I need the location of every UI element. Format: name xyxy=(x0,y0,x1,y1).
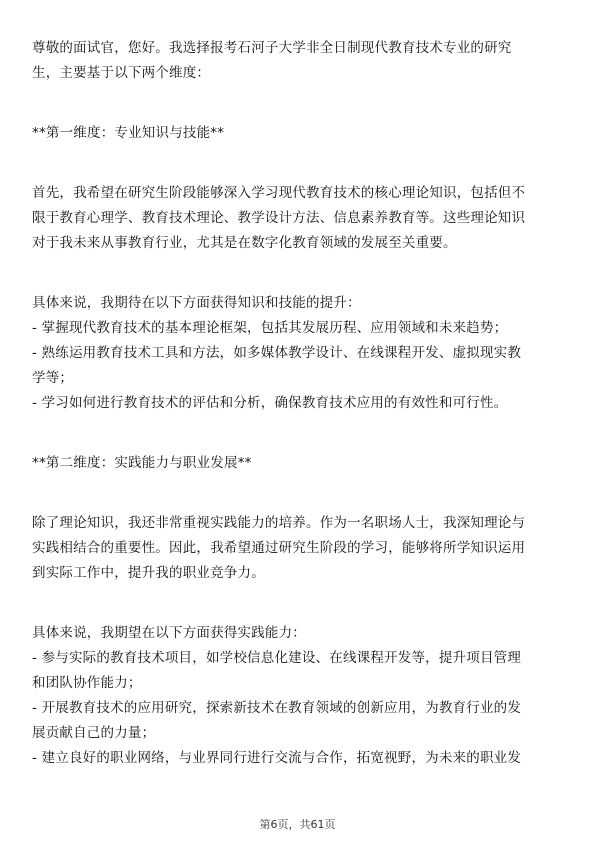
list-item: - 参与实际的教育技术项目，如学校信息化建设、在线课程开发等，提升项目管理 xyxy=(32,650,522,666)
list-item-continuation: 学等； xyxy=(32,370,74,386)
text-line: 对于我未来从事教育行业，尤其是在数字化教育领域的发展至关重要。 xyxy=(32,235,457,251)
list-item-continuation: 展贡献自己的力量； xyxy=(32,725,156,741)
list-item: - 建立良好的职业网络，与业界同行进行交流与合作，拓宽视野，为未来的职业发 xyxy=(32,750,522,766)
page-number-footer: 第6页，共61页 xyxy=(259,818,336,831)
list-item: - 开展教育技术的应用研究，探索新技术在教育领域的创新应用，为教育行业的发 xyxy=(32,700,522,716)
heading-line: **第二维度：实践能力与职业发展** xyxy=(32,455,252,471)
list-item: - 熟练运用教育技术工具和方法，如多媒体教学设计、在线课程开发、虚拟现实教 xyxy=(32,345,522,361)
section-heading-1 xyxy=(32,121,562,146)
section-2-paragraph xyxy=(32,511,562,586)
section-heading-2 xyxy=(32,451,562,476)
intro-paragraph xyxy=(32,36,562,86)
text-line: 具体来说，我期待在以下方面获得知识和技能的提升： xyxy=(32,295,361,311)
heading-line: **第一维度：专业知识与技能** xyxy=(32,125,225,141)
text-line: 具体来说，我期望在以下方面获得实践能力： xyxy=(32,625,306,641)
text-line: 尊敬的面试官，您好。我选择报考石河子大学非全日制现代教育技术专业的研究 xyxy=(32,40,512,56)
list-item: - 掌握现代教育技术的基本理论框架，包括其发展历程、应用领域和未来趋势； xyxy=(32,320,508,336)
text-line: 到实际工作中，提升我的职业竞争力。 xyxy=(32,565,265,581)
text-line: 限于教育心理学、教育技术理论、教学设计方法、信息素养教育等。这些理论知识 xyxy=(32,210,526,226)
list-item-continuation: 和团队协作能力； xyxy=(32,675,142,691)
section-1-list xyxy=(32,291,562,416)
text-line: 除了理论知识，我还非常重视实践能力的培养。作为一名职场人士，我深知理论与 xyxy=(32,515,526,531)
document-body xyxy=(32,36,562,771)
section-2-list xyxy=(32,621,562,771)
text-line: 实践相结合的重要性。因此，我希望通过研究生阶段的学习，能够将所学知识运用 xyxy=(32,540,526,556)
text-line: 首先，我希望在研究生阶段能够深入学习现代教育技术的核心理论知识，包括但不 xyxy=(32,185,526,201)
text-line: 生，主要基于以下两个维度： xyxy=(32,65,211,81)
list-item: - 学习如何进行教育技术的评估和分析，确保教育技术应用的有效性和可行性。 xyxy=(32,395,508,411)
section-1-paragraph xyxy=(32,181,562,256)
